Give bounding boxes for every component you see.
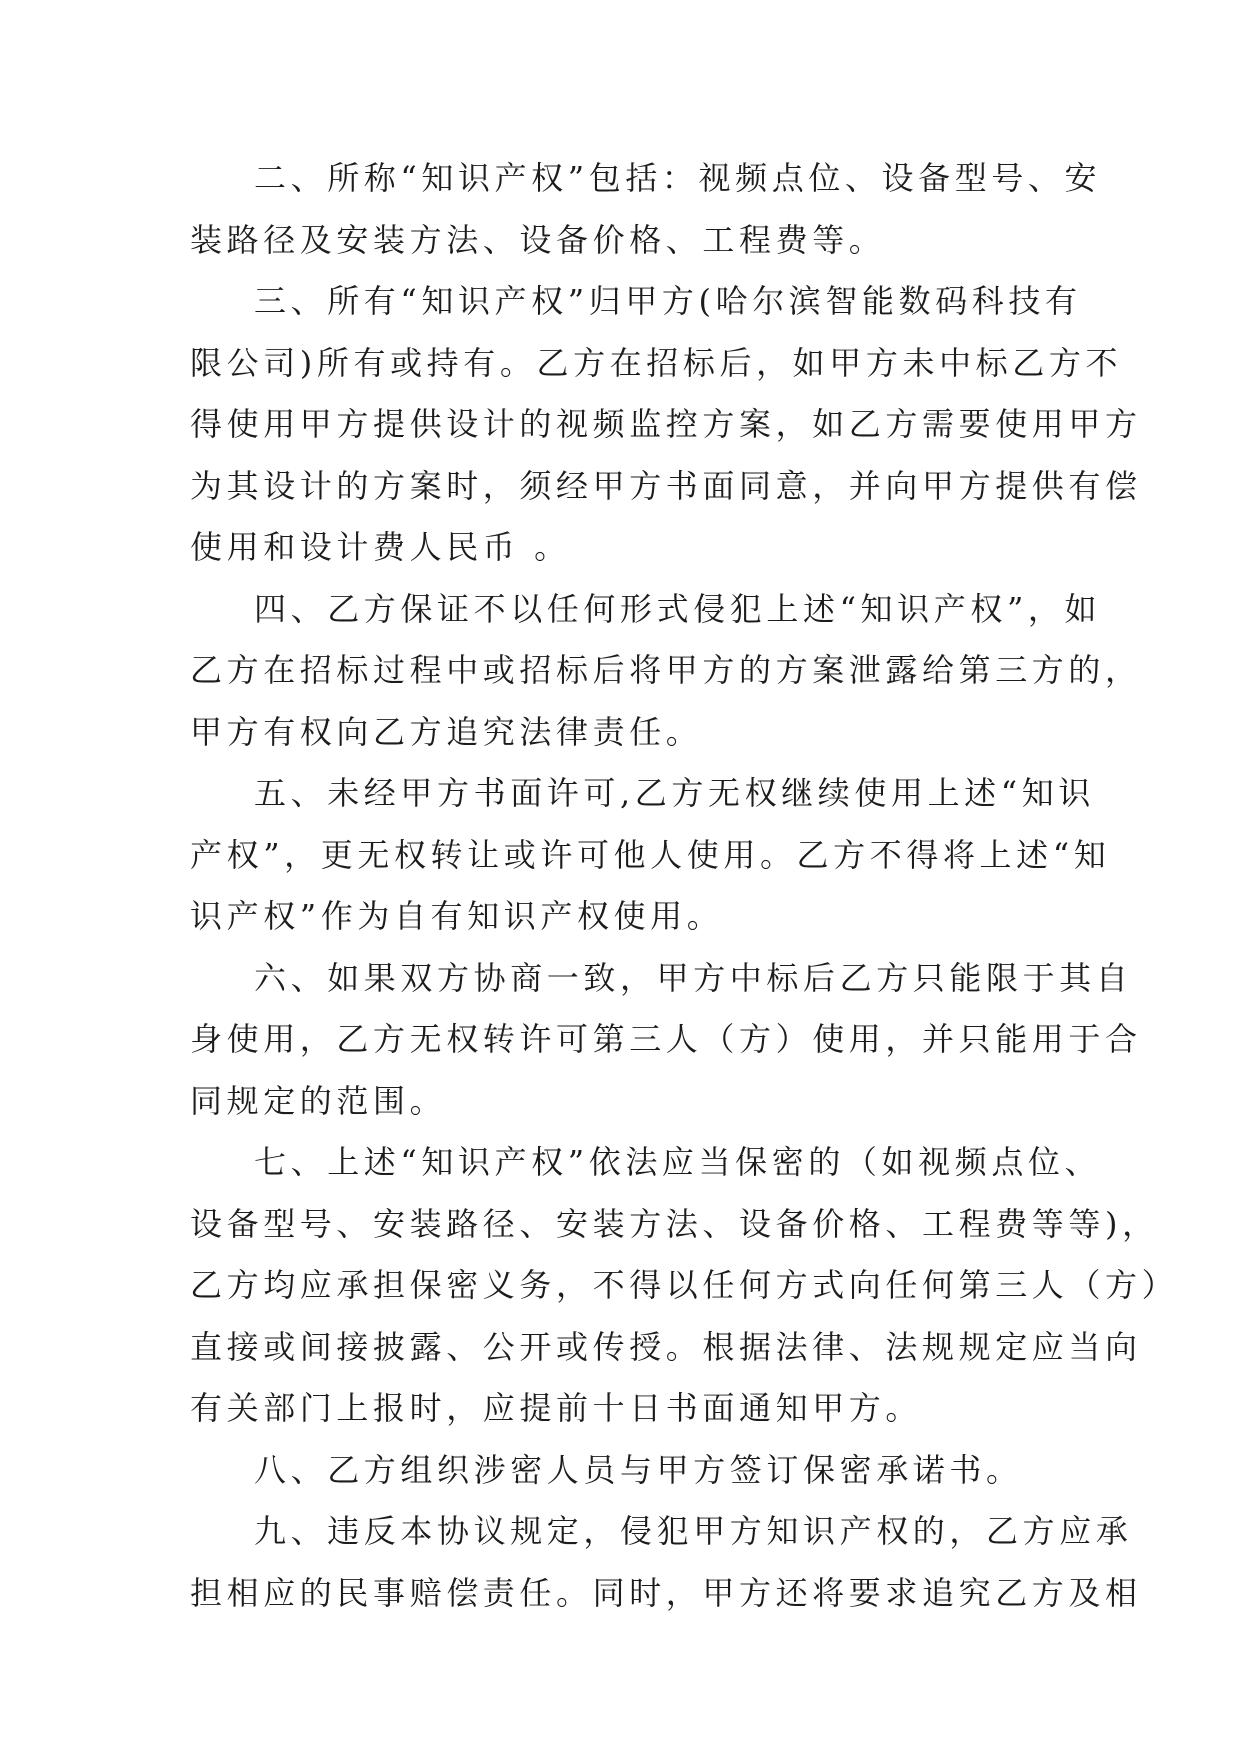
- text-line-8: 四、乙方保证不以任何形式侵犯上述“知识产权”，如: [254, 589, 1102, 628]
- text-line-1: 二、所称“知识产权”包括：视频点位、设备型号、安: [254, 159, 1102, 197]
- text-line-10: 甲方有权向乙方追究法律责任。: [190, 712, 703, 751]
- text-line-15: 身使用，乙方无权转许可第三人（方）使用，并只能用于合: [190, 1020, 1142, 1058]
- text-line-21: 有关部门上报时，应提前十日书面通知甲方。: [190, 1389, 923, 1427]
- text-line-5: 得使用甲方提供设计的视频监控方案，如乙方需要使用甲方: [190, 405, 1142, 443]
- text-line-3: 三、所有“知识产权”归甲方(哈尔滨智能数码科技有: [254, 282, 1082, 320]
- text-line-13: 识产权”作为自有知识产权使用。: [190, 897, 724, 935]
- text-line-18: 设备型号、安装路径、安装方法、设备价格、工程费等等)，: [190, 1204, 1159, 1243]
- text-line-20: 直接或间接披露、公开或传授。根据法律、法规规定应当向: [190, 1327, 1142, 1366]
- text-line-19: 乙方均应承担保密义务，不得以任何方式向任何第三人（方）: [190, 1266, 1179, 1304]
- text-line-16: 同规定的范围。: [190, 1081, 447, 1120]
- text-line-23: 九、违反本协议规定，侵犯甲方知识产权的，乙方应承: [254, 1512, 1133, 1550]
- text-line-4: 限公司)所有或持有。乙方在招标后，如甲方未中标乙方不: [190, 343, 1123, 382]
- text-line-17: 七、上述“知识产权”依法应当保密的（如视频点位、: [254, 1143, 1102, 1181]
- text-line-7: 使用和设计费人民币 。: [190, 528, 571, 566]
- document-body: [190, 148, 1179, 1624]
- text-line-14: 六、如果双方协商一致，甲方中标后乙方只能限于其自: [254, 958, 1133, 997]
- text-line-6: 为其设计的方案时，须经甲方书面同意，并向甲方提供有偿: [190, 466, 1142, 505]
- text-line-11: 五、未经甲方书面许可,乙方无权继续使用上述“知识: [254, 774, 1095, 812]
- text-line-12: 产权”，更无权转让或许可他人使用。乙方不得将上述“知: [190, 835, 1111, 874]
- text-line-2: 装路径及安装方法、设备价格、工程费等。: [190, 220, 886, 259]
- text-line-9: 乙方在招标过程中或招标后将甲方的方案泄露给第三方的，: [190, 651, 1142, 689]
- text-line-22: 八、乙方组织涉密人员与甲方签订保密承诺书。: [254, 1450, 1023, 1489]
- text-line-24: 担相应的民事赔偿责任。同时，甲方还将要求追究乙方及相: [190, 1573, 1142, 1612]
